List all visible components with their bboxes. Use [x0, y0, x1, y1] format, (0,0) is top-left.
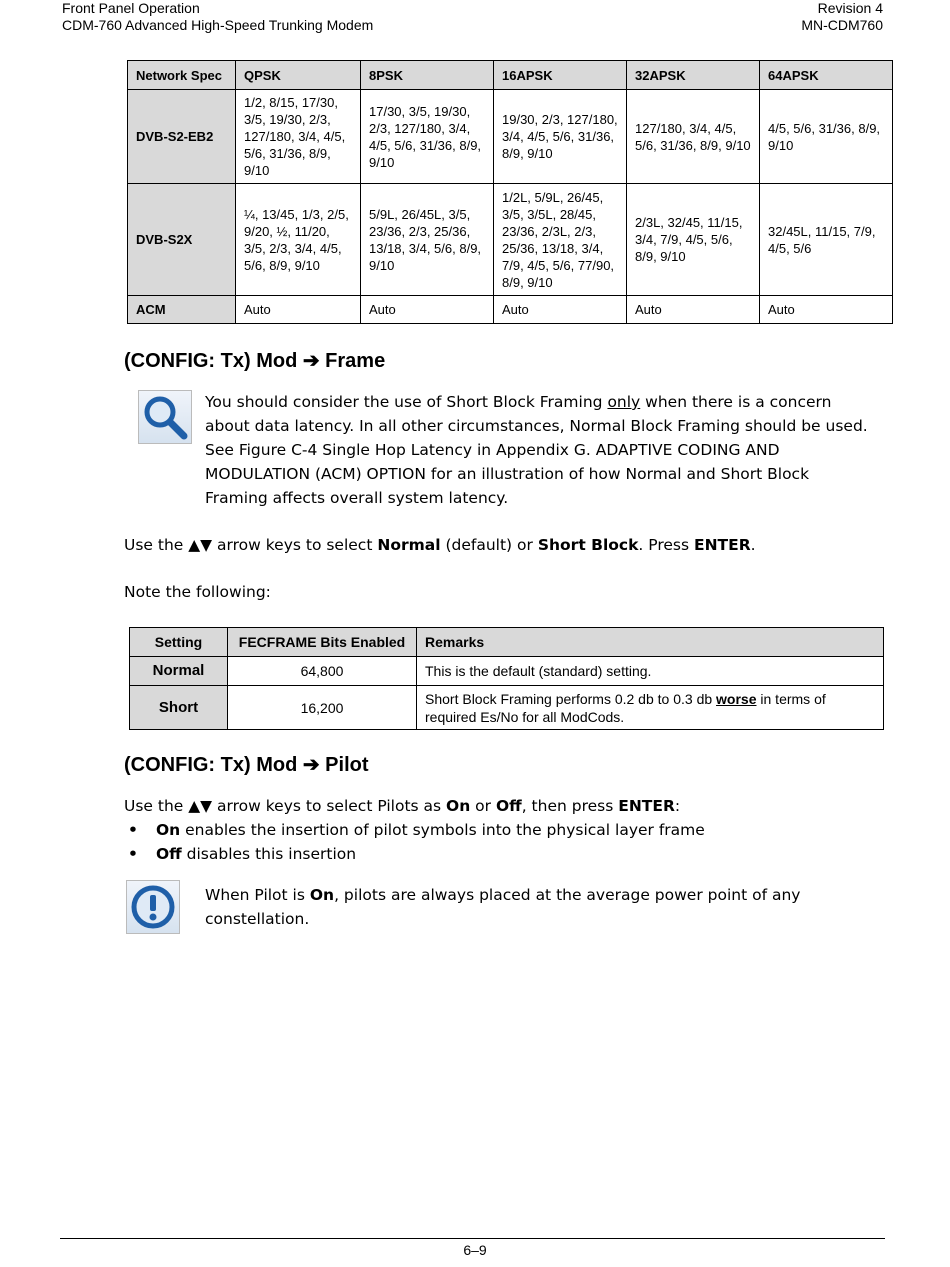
table-cell: 64,800	[228, 657, 417, 686]
column-header: 8PSK	[361, 61, 494, 90]
table-cell: 1/2L, 5/9L, 26/45, 3/5, 3/5L, 28/45, 23/36, 2/3L, 2/3, 25/36, 13/18, 3/4, 7/9, 4/5, 5/6, 77/90, 8/9, 9/10	[494, 184, 627, 296]
code-rates-table	[127, 60, 893, 324]
table-cell: ¼, 13/45, 1/3, 2/5, 9/20, ½, 11/20, 3/5, 2/3, 3/4, 4/5, 5/6, 8/9, 9/10	[236, 184, 361, 296]
table-cell: Short Block Framing performs 0.2 db to 0.3 db worse in terms of required Es/No for all ModCods.	[417, 686, 884, 730]
remark-emphasis: worse	[716, 690, 757, 707]
header-manual-id: MN-CDM760	[801, 17, 883, 33]
table-cell: This is the default (standard) setting.	[417, 657, 884, 686]
table-cell: 1/2, 8/15, 17/30, 3/5, 19/30, 2/3, 127/180, 3/4, 4/5, 5/6, 31/36, 8/9, 9/10	[236, 90, 361, 184]
list-item: • Off disables this insertion	[124, 842, 705, 866]
table-cell: 127/180, 3/4, 4/5, 5/6, 31/36, 8/9, 9/10	[627, 90, 760, 184]
row-header: Normal	[130, 657, 228, 686]
table-row	[130, 657, 884, 686]
column-header: 64APSK	[760, 61, 893, 90]
table-cell: Auto	[494, 296, 627, 324]
pilot-note: When Pilot is On, pilots are always placed at the average power point of any constellation.	[205, 886, 801, 928]
table-cell: Auto	[361, 296, 494, 324]
table-header-row	[128, 61, 893, 90]
column-header: 32APSK	[627, 61, 760, 90]
section-heading-frame: (CONFIG: Tx) Mod ➔ Frame	[124, 350, 386, 372]
magnifier-icon	[138, 390, 192, 444]
page-header-right	[801, 0, 883, 34]
note-following: Note the following:	[124, 583, 271, 601]
row-header: DVB-S2-EB2	[128, 90, 236, 184]
table-row	[128, 90, 893, 184]
frame-instruction: Use the ▲▼ arrow keys to select Normal (default) or Short Block. Press ENTER.	[124, 536, 756, 554]
table-cell: Auto	[760, 296, 893, 324]
column-header: 16APSK	[494, 61, 627, 90]
table-cell: 5/9L, 26/45L, 3/5, 23/36, 2/3, 25/36, 13/18, 3/4, 5/6, 8/9, 9/10	[361, 184, 494, 296]
exclamation-icon	[126, 880, 180, 934]
table-cell: 16,200	[228, 686, 417, 730]
header-section-title: Front Panel Operation	[62, 0, 200, 16]
table-cell: Auto	[236, 296, 361, 324]
column-header: Remarks	[417, 628, 884, 657]
table-cell: 32/45L, 11/15, 7/9, 4/5, 5/6	[760, 184, 893, 296]
fecframe-table	[129, 627, 884, 730]
page-header-left	[62, 0, 373, 34]
row-header: ACM	[128, 296, 236, 324]
footer-divider	[60, 1238, 885, 1239]
pilot-instruction: Use the ▲▼ arrow keys to select Pilots as On or Off, then press ENTER:	[124, 797, 681, 815]
column-header: FECFRAME Bits Enabled	[228, 628, 417, 657]
column-header: Setting	[130, 628, 228, 657]
list-item: • On enables the insertion of pilot symbols into the physical layer frame	[124, 818, 705, 842]
table-row	[130, 686, 884, 730]
column-header: Network Spec	[128, 61, 236, 90]
column-header: QPSK	[236, 61, 361, 90]
table-header-row	[130, 628, 884, 657]
note-emphasis: only	[607, 393, 641, 411]
row-header: Short	[130, 686, 228, 730]
table-cell: 2/3L, 32/45, 11/15, 3/4, 7/9, 4/5, 5/6, 8/9, 9/10	[627, 184, 760, 296]
table-cell: Auto	[627, 296, 760, 324]
table-row	[128, 184, 893, 296]
page-number: 6–9	[463, 1242, 487, 1258]
header-document-title: CDM-760 Advanced High-Speed Trunking Modem	[62, 17, 374, 33]
table-cell: 17/30, 3/5, 19/30, 2/3, 127/180, 3/4, 4/5, 5/6, 31/36, 8/9, 9/10	[361, 90, 494, 184]
pilot-options-list	[124, 818, 705, 866]
header-revision: Revision 4	[817, 0, 883, 16]
framing-note: You should consider the use of Short Block Framing only when there is a concern about data latency. In all other circumstances, Normal Block Framing should be used. See Figure C-4 Single Hop Latency in Appendix G. ADAPTIVE CODING AND MODULATION (ACM) OPTION for an illustration of how Normal and Short Block Framing affects overall system latency.	[205, 393, 868, 507]
row-header: DVB-S2X	[128, 184, 236, 296]
table-cell: 19/30, 2/3, 127/180, 3/4, 4/5, 5/6, 31/36, 8/9, 9/10	[494, 90, 627, 184]
table-cell: 4/5, 5/6, 31/36, 8/9, 9/10	[760, 90, 893, 184]
section-heading-pilot: (CONFIG: Tx) Mod ➔ Pilot	[124, 754, 369, 776]
table-row	[128, 296, 893, 324]
